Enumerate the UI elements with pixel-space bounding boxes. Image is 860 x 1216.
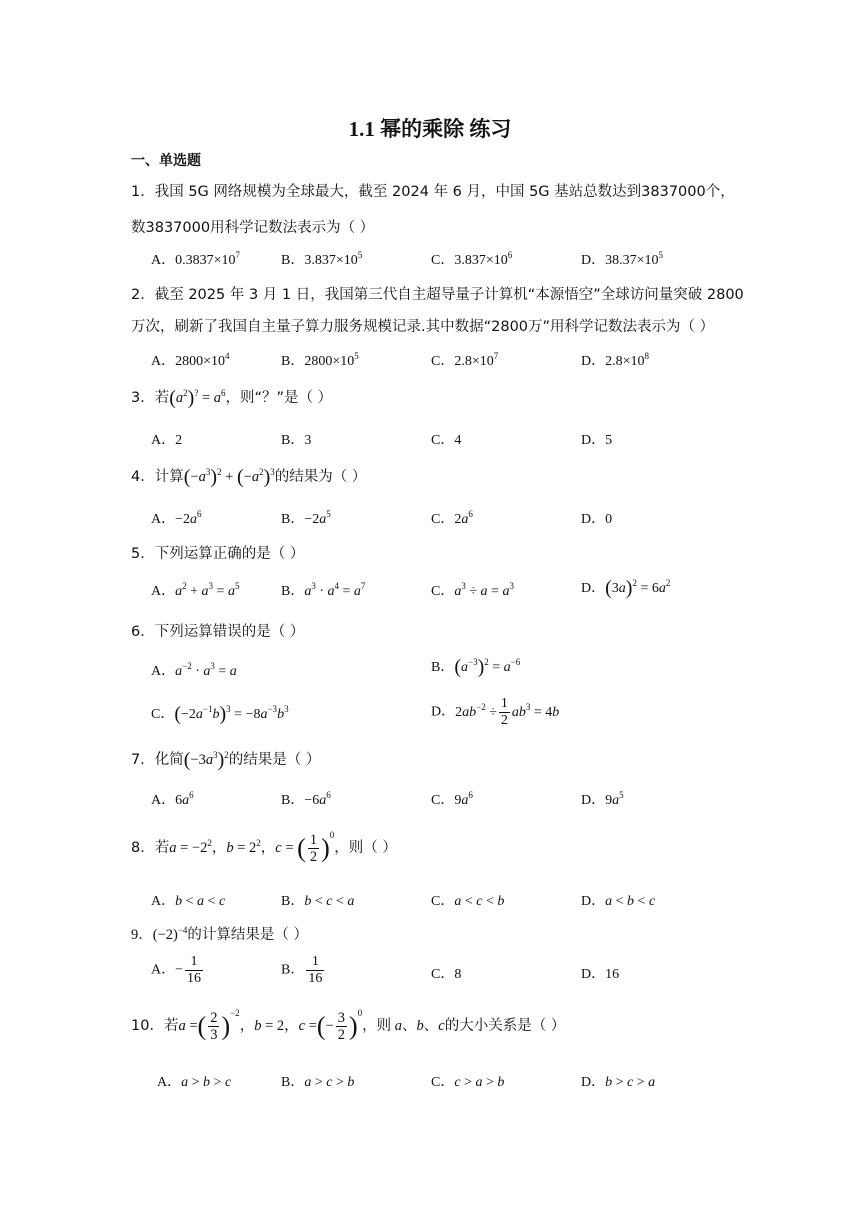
- q10-option-a[interactable]: A．a > b > c: [157, 1075, 232, 1090]
- q9-option-a[interactable]: A．− $\frac{1}{16}$: [151, 954, 202, 986]
- question-10: 10．若a =( $\frac{2}{3}$ )$^{-2}$，b = 2，c =(− $\frac{3}{2}$ )$^0$，则 a、b、c的大小关系是（ ）: [131, 1007, 566, 1043]
- question-4: 4．计算$(-a^3)^2 + (-a^2)^3$的结果为（ ）: [131, 466, 367, 488]
- q2-option-a[interactable]: A．$2800\times 10^4$: [151, 351, 230, 369]
- q3-option-a[interactable]: A．2: [151, 433, 183, 448]
- question-7: 7．化简$(-3a^3)^2$的结果是（ ）: [131, 749, 321, 771]
- q9-option-b[interactable]: B． $\frac{1}{16}$: [281, 954, 323, 986]
- q5-option-a[interactable]: A．$a^2 + a^3 = a^5$: [151, 581, 240, 599]
- question-9: 9．$(-2)^{-4}$的计算结果是（ ）: [131, 925, 309, 943]
- q10-option-c[interactable]: C．c > a > b: [431, 1075, 505, 1090]
- question-1-line-2: 数3837000用科学记数法表示为（ ）: [131, 220, 375, 236]
- q8-option-c[interactable]: C．a < c < b: [431, 894, 505, 909]
- q9-option-c[interactable]: C．8: [431, 967, 462, 982]
- question-5: 5．下列运算正确的是（ ）: [131, 546, 305, 562]
- q6-option-d[interactable]: D．$2ab^{-2}$ ÷ $\frac{1}{2}$ $ab^3 = 4b$: [431, 696, 560, 728]
- q4-formula: $(-a^3)^2 + (-a^2)^3$: [183, 466, 275, 488]
- section-heading: 一、单选题: [131, 153, 201, 169]
- q3-option-b[interactable]: B．3: [281, 433, 312, 448]
- q8-formula: $a = -2^2$，$b = 2^2$，c = ( $\frac{1}{2}$ )$^0$: [169, 829, 335, 865]
- q8-option-d[interactable]: D．a < b < c: [581, 894, 656, 909]
- q5-option-c[interactable]: C．$a^3 \div a = a^3$: [431, 581, 514, 599]
- page-title: 1.1 幂的乘除 练习: [348, 117, 512, 141]
- q3-option-d[interactable]: D．5: [581, 433, 613, 448]
- question-3: 3．若$(a^2)^? = a^6$，则“？”是（ ）: [131, 387, 333, 409]
- q8-option-b[interactable]: B．b < c < a: [281, 894, 355, 909]
- q8-option-a[interactable]: A．b < a < c: [151, 894, 226, 909]
- q4-option-c[interactable]: C．$2a^6$: [431, 509, 473, 527]
- q6-option-c[interactable]: C．$(-2a^{-1}b)^3 = -8a^{-3}b^3$: [151, 703, 289, 725]
- q1-option-d[interactable]: D．$38.37\times 10^5$: [581, 250, 664, 268]
- q4-option-a[interactable]: A．$-2a^6$: [151, 509, 202, 527]
- q7-option-a[interactable]: A．$6a^6$: [151, 790, 194, 808]
- question-1-line-1: 1．我国 5G 网络规模为全球最大，截至 2024 年 6 月，中国 5G 基站总数达到3837000个，: [131, 184, 735, 200]
- q6-option-a[interactable]: A．$a^{-2} \cdot a^3 = a$: [151, 661, 237, 679]
- question-2-line-2: 万次，刷新了我国自主量子算力服务规模记录.其中数据“2800万”用科学记数法表示为（ ）: [131, 319, 715, 335]
- q2-option-b[interactable]: B．$2800\times 10^5$: [281, 351, 359, 369]
- q3-formula: $(a^2)^? = a^6$: [169, 387, 226, 409]
- q10-formula: a =( $\frac{2}{3}$ )$^{-2}$，b = 2，c =(− $\frac{3}{2}$ )$^0$，则 a、b、c: [178, 1007, 445, 1043]
- q1-option-b[interactable]: B．$3.837\times 10^5$: [281, 250, 363, 268]
- q7-option-d[interactable]: D．$9a^5$: [581, 790, 624, 808]
- q5-option-b[interactable]: B．$a^3 \cdot a^4 = a^7$: [281, 581, 366, 599]
- q5-option-d[interactable]: D．$(3a)^2 = 6a^2$: [581, 577, 671, 599]
- q10-option-b[interactable]: B．a > c > b: [281, 1075, 355, 1090]
- q4-option-d[interactable]: D．0: [581, 512, 613, 527]
- q4-option-b[interactable]: B．$-2a^5$: [281, 509, 331, 527]
- q10-option-d[interactable]: D．b > c > a: [581, 1075, 656, 1090]
- q9-option-d[interactable]: D．16: [581, 967, 620, 982]
- q1-option-a[interactable]: A．$0.3837\times 10^7$: [151, 250, 241, 268]
- q7-option-c[interactable]: C．$9a^6$: [431, 790, 473, 808]
- question-6: 6．下列运算错误的是（ ）: [131, 624, 305, 640]
- q2-option-c[interactable]: C．$2.8\times 10^7$: [431, 351, 499, 369]
- q2-option-d[interactable]: D．$2.8\times 10^8$: [581, 351, 650, 369]
- question-8: 8．若$a = -2^2$，$b = 2^2$，c = ( $\frac{1}{2}$ )$^0$，则（ ）: [131, 829, 397, 865]
- q1-option-c[interactable]: C．$3.837\times 10^6$: [431, 250, 513, 268]
- question-2-line-1: 2．截至 2025 年 3 月 1 日，我国第三代自主超导量子计算机“本源悟空”全球访问量突破 2800: [131, 287, 744, 303]
- q3-option-c[interactable]: C．4: [431, 433, 462, 448]
- q9-formula: $(-2)^{-4}$: [152, 925, 188, 943]
- q6-option-b[interactable]: B．$(a^{-3})^2 = a^{-6}$: [431, 656, 521, 678]
- q7-formula: $(-3a^3)^2$: [183, 749, 229, 771]
- q7-option-b[interactable]: B．$-6a^6$: [281, 790, 331, 808]
